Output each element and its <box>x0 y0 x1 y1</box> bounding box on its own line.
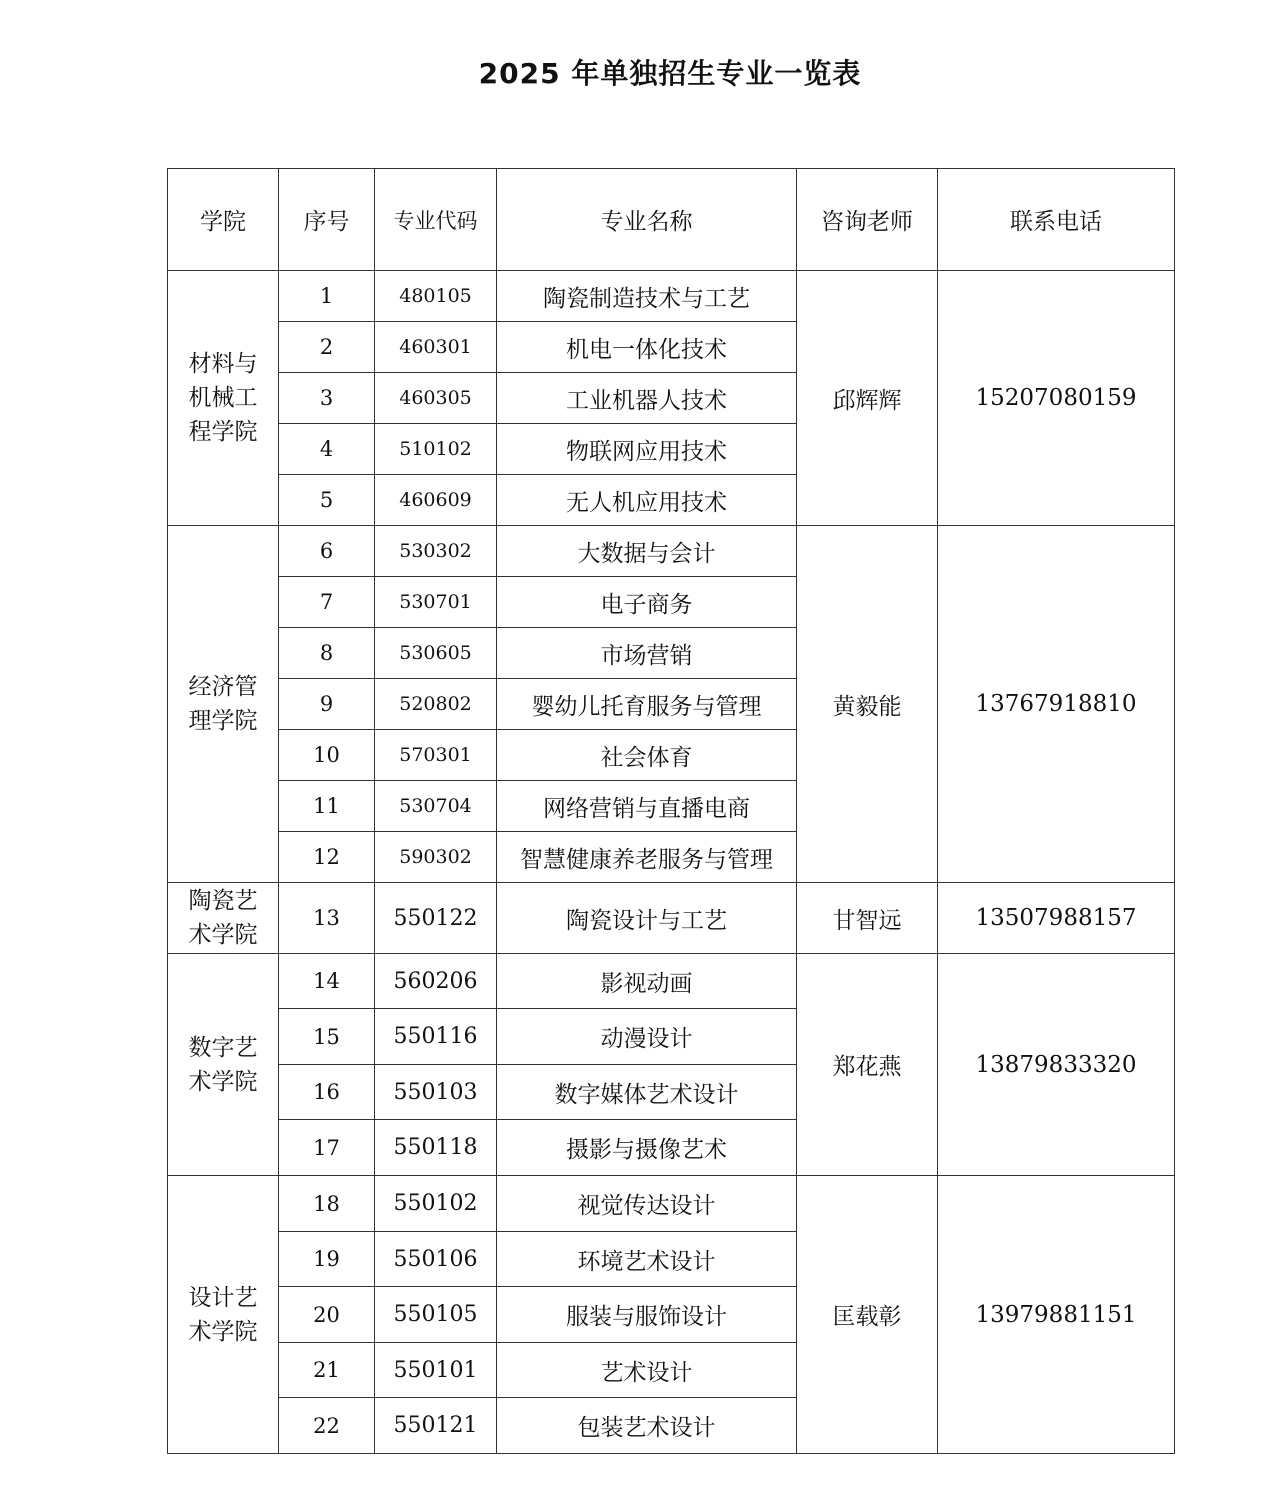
major-name-cell: 网络营销与直播电商 <box>497 781 797 832</box>
major-name-cell: 摄影与摄像艺术 <box>497 1120 797 1176</box>
page-title: 2025 年单独招生专业一览表 <box>478 57 862 90</box>
major-name-cell: 服装与服饰设计 <box>497 1287 797 1343</box>
seq-cell: 1 <box>279 271 375 322</box>
seq-cell: 12 <box>279 832 375 883</box>
college-cell <box>168 883 279 954</box>
seq-cell: 6 <box>279 526 375 577</box>
seq-cell: 5 <box>279 475 375 526</box>
college-name-line: 机械工 <box>188 385 258 411</box>
seq-cell: 11 <box>279 781 375 832</box>
major-name-cell: 大数据与会计 <box>497 526 797 577</box>
major-code-cell: 550103 <box>375 1065 497 1120</box>
teacher-cell: 黄毅能 <box>797 526 938 883</box>
college-cell <box>168 271 279 526</box>
college-name-line: 程学院 <box>188 419 258 445</box>
phone-cell: 13879833320 <box>938 954 1175 1176</box>
college-name-line: 经济管 <box>188 674 258 700</box>
seq-cell: 16 <box>279 1065 375 1120</box>
major-code-cell: 460305 <box>375 373 497 424</box>
major-code-cell: 560206 <box>375 954 497 1009</box>
major-code-cell: 530704 <box>375 781 497 832</box>
major-name-cell: 视觉传达设计 <box>497 1176 797 1232</box>
major-name-cell: 艺术设计 <box>497 1343 797 1398</box>
major-name-cell: 数字媒体艺术设计 <box>497 1065 797 1120</box>
phone-cell: 13507988157 <box>938 883 1175 954</box>
header-major: 专业名称 <box>497 169 797 271</box>
major-code-cell: 480105 <box>375 271 497 322</box>
major-name-cell: 陶瓷制造技术与工艺 <box>497 271 797 322</box>
major-name-cell: 婴幼儿托育服务与管理 <box>497 679 797 730</box>
college-name-line: 陶瓷艺 <box>188 888 258 914</box>
seq-cell: 8 <box>279 628 375 679</box>
seq-cell: 2 <box>279 322 375 373</box>
teacher-cell: 郑花燕 <box>797 954 938 1176</box>
major-code-cell: 530302 <box>375 526 497 577</box>
table-body <box>168 271 1175 1454</box>
college-cell <box>168 1176 279 1454</box>
college-name-line: 术学院 <box>188 1068 258 1095</box>
header-teacher: 咨询老师 <box>797 169 938 271</box>
major-code-cell: 550118 <box>375 1120 497 1176</box>
header-seq: 序号 <box>279 169 375 271</box>
major-code-cell: 550101 <box>375 1343 497 1398</box>
seq-cell: 9 <box>279 679 375 730</box>
major-code-cell: 550116 <box>375 1009 497 1065</box>
college-cell <box>168 954 279 1176</box>
major-code-cell: 570301 <box>375 730 497 781</box>
table-row <box>168 1176 1175 1232</box>
major-code-cell: 530605 <box>375 628 497 679</box>
major-code-cell: 520802 <box>375 679 497 730</box>
table-row <box>168 526 1175 577</box>
seq-cell: 10 <box>279 730 375 781</box>
header-code: 专业代码 <box>375 169 497 271</box>
major-name-cell: 工业机器人技术 <box>497 373 797 424</box>
major-name-cell: 物联网应用技术 <box>497 424 797 475</box>
seq-cell: 21 <box>279 1343 375 1398</box>
seq-cell: 3 <box>279 373 375 424</box>
college-name-line: 设计艺 <box>188 1284 258 1311</box>
major-name-cell: 动漫设计 <box>497 1009 797 1065</box>
major-code-cell: 590302 <box>375 832 497 883</box>
seq-cell: 22 <box>279 1398 375 1454</box>
table-row <box>168 271 1175 322</box>
major-code-cell: 460301 <box>375 322 497 373</box>
major-name-cell: 陶瓷设计与工艺 <box>497 883 797 954</box>
majors-table <box>167 168 1175 1454</box>
major-code-cell: 550122 <box>375 883 497 954</box>
major-name-cell: 机电一体化技术 <box>497 322 797 373</box>
college-cell <box>168 526 279 883</box>
teacher-cell: 匡载彰 <box>797 1176 938 1454</box>
college-name-line: 数字艺 <box>188 1034 258 1061</box>
phone-cell: 15207080159 <box>938 271 1175 526</box>
major-name-cell: 环境艺术设计 <box>497 1232 797 1287</box>
table-row <box>168 954 1175 1009</box>
phone-cell: 13979881151 <box>938 1176 1175 1454</box>
teacher-cell: 邱辉辉 <box>797 271 938 526</box>
seq-cell: 7 <box>279 577 375 628</box>
seq-cell: 18 <box>279 1176 375 1232</box>
major-code-cell: 550106 <box>375 1232 497 1287</box>
seq-cell: 14 <box>279 954 375 1009</box>
major-code-cell: 550105 <box>375 1287 497 1343</box>
header-phone: 联系电话 <box>938 169 1175 271</box>
teacher-cell: 甘智远 <box>797 883 938 954</box>
major-code-cell: 510102 <box>375 424 497 475</box>
major-code-cell: 530701 <box>375 577 497 628</box>
college-name-line: 材料与 <box>188 351 258 377</box>
header-college: 学院 <box>168 169 279 271</box>
major-name-cell: 社会体育 <box>497 730 797 781</box>
major-name-cell: 影视动画 <box>497 954 797 1009</box>
college-name-line: 术学院 <box>188 922 258 948</box>
major-name-cell: 电子商务 <box>497 577 797 628</box>
major-code-cell: 550102 <box>375 1176 497 1232</box>
college-name-line: 术学院 <box>188 1318 258 1345</box>
major-name-cell: 智慧健康养老服务与管理 <box>497 832 797 883</box>
seq-cell: 13 <box>279 883 375 954</box>
seq-cell: 15 <box>279 1009 375 1065</box>
major-code-cell: 460609 <box>375 475 497 526</box>
major-name-cell: 无人机应用技术 <box>497 475 797 526</box>
phone-cell: 13767918810 <box>938 526 1175 883</box>
college-name-line: 理学院 <box>188 708 258 734</box>
major-name-cell: 包装艺术设计 <box>497 1398 797 1454</box>
seq-cell: 4 <box>279 424 375 475</box>
major-name-cell: 市场营销 <box>497 628 797 679</box>
seq-cell: 20 <box>279 1287 375 1343</box>
seq-cell: 19 <box>279 1232 375 1287</box>
table-row <box>168 883 1175 954</box>
seq-cell: 17 <box>279 1120 375 1176</box>
major-code-cell: 550121 <box>375 1398 497 1454</box>
table-header-row <box>168 169 1175 271</box>
